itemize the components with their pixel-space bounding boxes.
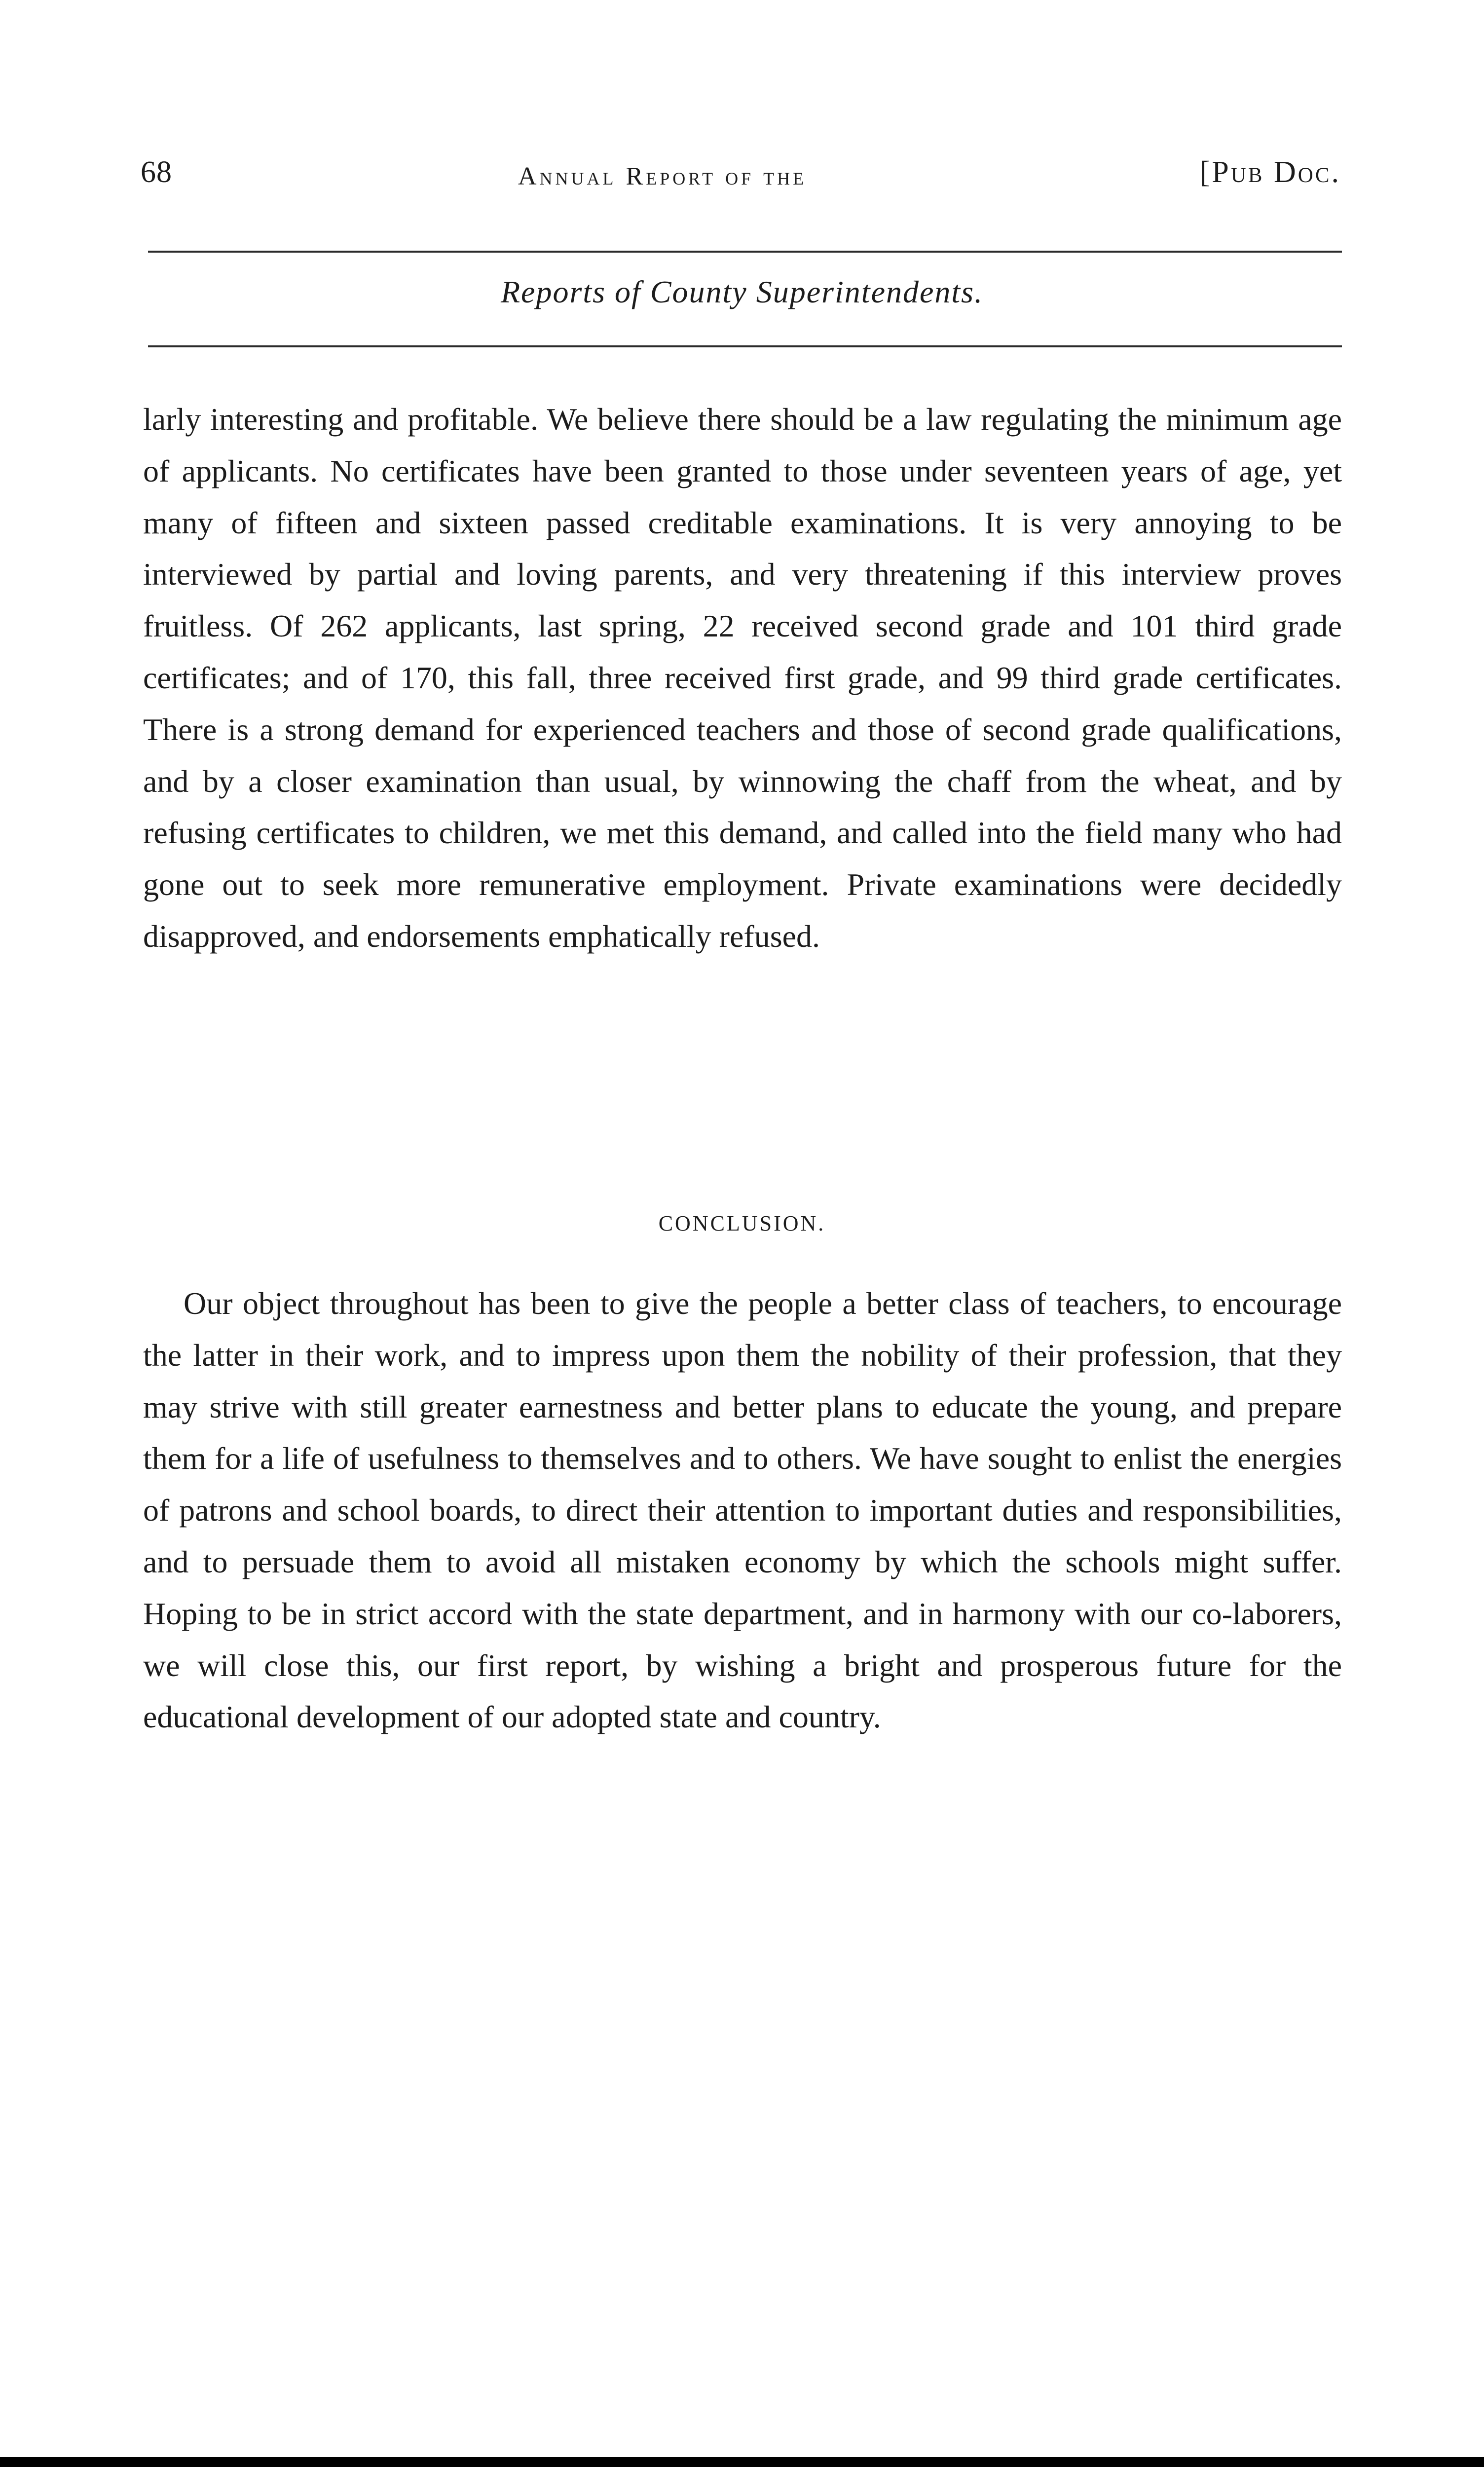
paragraph-text: larly interesting and profitable. We believe there should be a law regulating the minimum age of applicants. No certificates have been granted to those under seventeen years of age, yet many of fifteen and sixteen passed creditable examinations. It is very annoying to be interviewed by partial and loving parents, and very threatening if this interview proves fruitless. Of 262 applicants, last spring, 22 received second grade and 101 third grade certificates; and of 170, this fall, three received first grade, and 99 third grade certificates. There is a strong demand for experienced teachers and those of second grade qualifications, and by a closer examination than usual, by winnowing the chaff from the wheat, and by refusing certificates to children, we met this demand, and called into the field many who had gone out to seek more remunerative employment. Private examinations were decidedly disapproved, and endorsements emphatically refused. (143, 402, 1342, 954)
document-tag: [Pub Doc. (1199, 155, 1341, 189)
scan-edge-band (0, 2457, 1484, 2467)
body-paragraph-1 (143, 394, 1342, 963)
conclusion-heading: CONCLUSION. (658, 1211, 826, 1235)
header-rule-top (148, 251, 1342, 253)
running-title: Annual Report of the (518, 162, 807, 190)
header-rule-bottom (148, 345, 1342, 347)
section-title: Reports of County Superintendents. (500, 274, 984, 309)
body-paragraph-2 (143, 1278, 1342, 1743)
page-number: 68 (141, 155, 172, 189)
paragraph-text: Our object throughout has been to give the people a better class of teachers, to encourage the latter in their work, and to impress upon them the nobility of their profession, that they may strive with still greater earnestness and better plans to educate the young, and prepare them for a life of usefulness to themselves and to others. We have sought to enlist the energies of patrons and school boards, to direct their attention to important duties and responsibilities, and to persuade them to avoid all mistaken economy by which the schools might suffer. Hoping to be in strict accord with the state department, and in harmony with our co-laborers, we will close this, our first report, by wishing a bright and prosperous future for the educational development of our adopted state and country. (143, 1286, 1342, 1735)
